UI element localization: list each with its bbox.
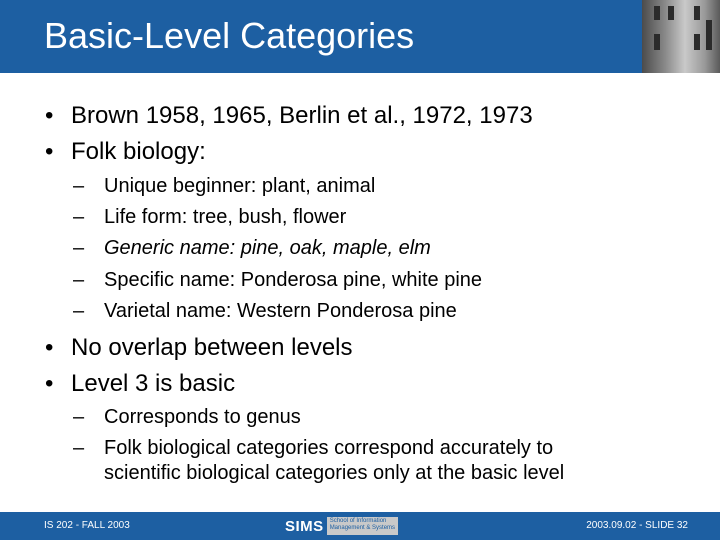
subitem-text: Life form: tree, bush, flower: [104, 206, 347, 228]
logo-subtitle-line2: Management & Systems: [329, 525, 396, 531]
subitem-text: Varietal name: Western Ponderosa pine: [104, 300, 457, 322]
footer-bar: [0, 512, 720, 540]
bullet-marker: •: [45, 370, 54, 397]
bullet-text: Folk biology:: [71, 138, 206, 165]
bullet-marker: •: [45, 334, 54, 361]
bullet-level-3: [45, 370, 235, 398]
subitem-genus: [73, 406, 301, 429]
subitem-text: Folk biological categories correspond accurately to: [104, 437, 554, 459]
course-label: IS 202 - FALL 2003: [44, 520, 130, 531]
bullet-marker: •: [45, 102, 54, 129]
dash-marker: –: [73, 437, 85, 459]
slide-title: Basic-Level Categories: [44, 15, 415, 56]
building-photo: [642, 0, 720, 73]
dash-marker: –: [73, 206, 85, 228]
subitem-folk-categories-continuation: scientific biological categories only at the basic level: [104, 462, 565, 484]
bullet-text: Brown 1958, 1965, Berlin et al., 1972, 1973: [71, 102, 533, 129]
subitem-text: Specific name: Ponderosa pine, white pine: [104, 269, 483, 291]
subitem-folk-categories: [73, 437, 553, 460]
bullet-citations: [45, 102, 533, 130]
bullet-folk-biology: [45, 138, 206, 166]
subitem-life-form: [73, 206, 346, 229]
logo-wordmark: SIMS: [285, 517, 324, 535]
bullet-text: No overlap between levels: [71, 334, 353, 361]
subitem-varietal-name: [73, 300, 457, 323]
bullet-marker: •: [45, 138, 54, 165]
subitem-text: Corresponds to genus: [104, 406, 301, 428]
subitem-generic-name: [73, 237, 431, 260]
subitem-text: Unique beginner: plant, animal: [104, 175, 376, 197]
dash-marker: –: [73, 300, 85, 322]
dash-marker: –: [73, 175, 85, 197]
subitem-specific-name: [73, 269, 482, 292]
header-bar: [0, 0, 720, 73]
bullet-no-overlap: [45, 334, 353, 362]
sims-logo: [285, 516, 398, 536]
slide-number: 2003.09.02 - SLIDE 32: [586, 520, 688, 531]
dash-marker: –: [73, 237, 85, 259]
subitem-text: Generic name: pine, oak, maple, elm: [104, 237, 431, 259]
logo-subtitle-line1: School of Information: [329, 518, 387, 524]
logo-subtitle: [327, 517, 398, 535]
subitem-unique-beginner: [73, 175, 375, 198]
bullet-text: Level 3 is basic: [71, 370, 236, 397]
dash-marker: –: [73, 406, 85, 428]
dash-marker: –: [73, 269, 85, 291]
